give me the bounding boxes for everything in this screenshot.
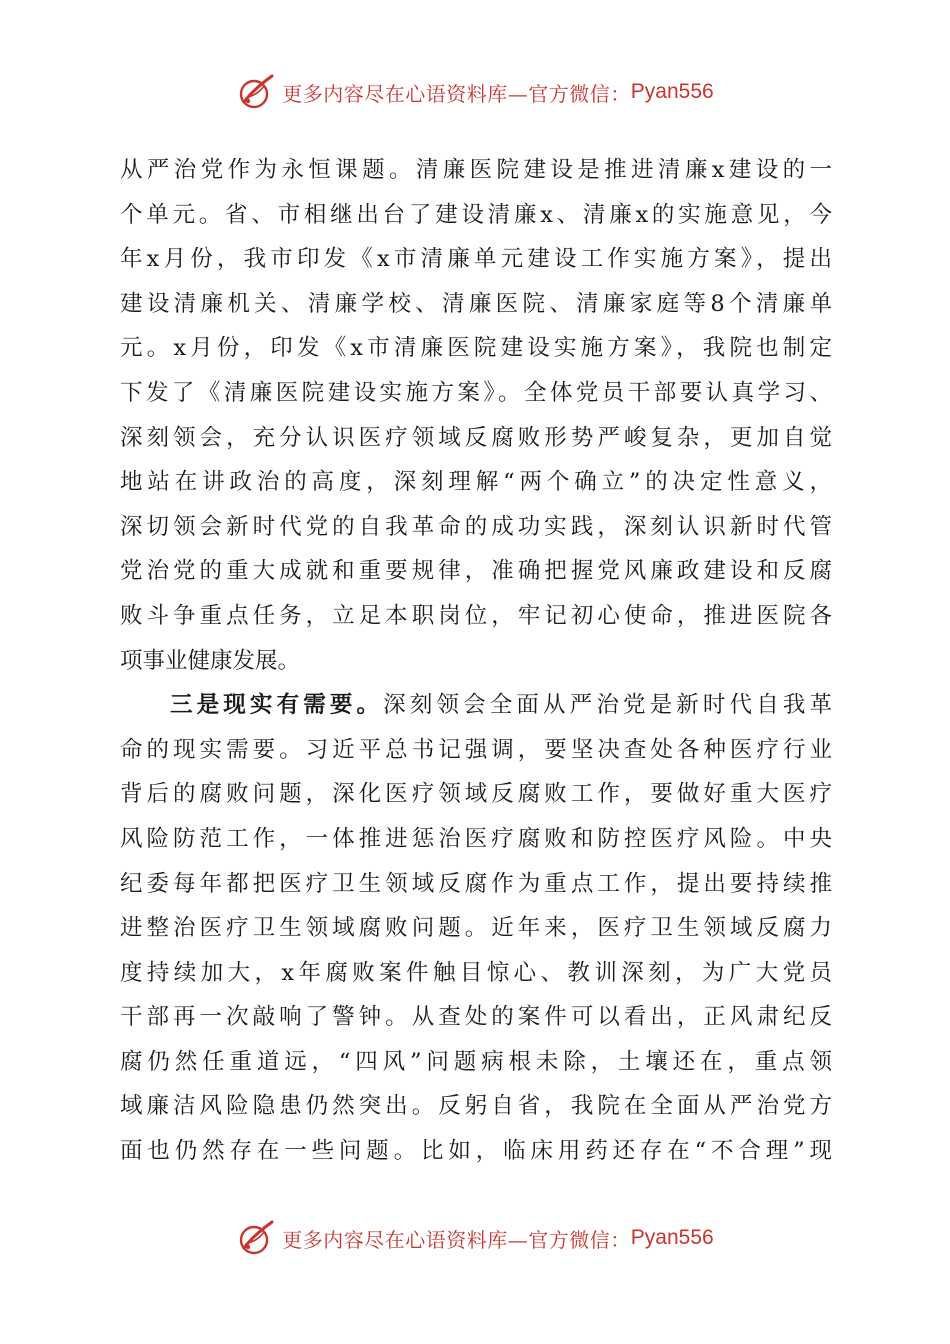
- watermark-banner-bottom: [0, 1214, 950, 1262]
- wechat-id: Pyan556: [630, 1226, 714, 1249]
- text-line: 命的现实需要。习近平总书记强调，要坚决查处各种医疗行业: [120, 736, 832, 763]
- text-line: 从严治党作为永恒课题。清廉医院建设是推进清廉x建设的一: [120, 157, 832, 183]
- wechat-id: Pyan556: [630, 80, 714, 103]
- text-line: 元。x月份，印发《x市清廉医院建设实施方案》，我院也制定: [120, 335, 832, 362]
- text-line: 深切领会新时代党的自我革命的成功实践，深刻认识新时代管: [120, 513, 832, 540]
- text-line: 背后的腐败问题，深化医疗领域反腐败工作，要做好重大医疗: [120, 781, 832, 808]
- paragraph-heading: 三是现实有需要。: [170, 692, 384, 719]
- text-line: 腐仍然任重道远，“四风”问题病根未除，土壤还在，重点领: [120, 1048, 832, 1075]
- text-line: 域廉洁风险隐患仍然突出。反躬自省，我院在全面从严治党方: [120, 1093, 832, 1120]
- text-line: 度持续加大，x年腐败案件触目惊心、教训深刻，为广大党员: [120, 959, 832, 986]
- brush-logo-icon: [236, 1218, 276, 1258]
- text-line: 个单元。省、市相继出台了建设清廉x、清廉x的实施意见，今: [120, 201, 832, 228]
- text-line: 进整治医疗卫生领域腐败问题。近年来，医疗卫生领域反腐力: [120, 915, 832, 942]
- watermark-text: 更多内容尽在心语资料库—官方微信：: [282, 1227, 631, 1252]
- text-line: 败斗争重点任务，立足本职岗位，牢记初心使命，推进医院各: [120, 602, 832, 629]
- text-line: 地站在讲政治的高度，深刻理解“两个确立”的决定性意义，: [120, 469, 832, 496]
- text-line: 纪委每年都把医疗卫生领域反腐作为重点工作，提出要持续推: [120, 870, 832, 897]
- text-line: 党治党的重大成就和重要规律，准确把握党风廉政建设和反腐: [120, 558, 832, 585]
- text-line-first: [120, 683, 832, 728]
- brush-logo-icon: [236, 72, 276, 112]
- watermark-text: 更多内容尽在心语资料库—官方微信：: [282, 81, 631, 106]
- text-line: 年x月份，我市印发《x市清廉单元建设工作实施方案》，提出: [120, 246, 832, 273]
- text-line: 面也仍然存在一些问题。比如，临床用药还存在“不合理”现: [120, 1138, 832, 1165]
- text-line: 风险防范工作，一体推进惩治医疗腐败和防控医疗风险。中央: [120, 825, 832, 852]
- watermark-banner-top: [0, 68, 950, 116]
- heading-continuation: 深刻领会全面从严治党是新时代自我革: [383, 692, 832, 719]
- text-line: 干部再一次敲响了警钟。从查处的案件可以看出，正风肃纪反: [120, 1004, 832, 1031]
- paragraph-1: [120, 148, 832, 683]
- document-body: [120, 148, 832, 1174]
- text-line: 深刻领会，充分认识医疗领域反腐败形势严峻复杂，更加自觉: [120, 424, 832, 451]
- text-line: 建设清廉机关、清廉学校、清廉医院、清廉家庭等8个清廉单: [120, 290, 832, 317]
- paragraph-2: [120, 683, 832, 1174]
- text-line: 下发了《清廉医院建设实施方案》。全体党员干部要认真学习、: [120, 379, 832, 406]
- text-line: 项事业健康发展。: [120, 647, 301, 674]
